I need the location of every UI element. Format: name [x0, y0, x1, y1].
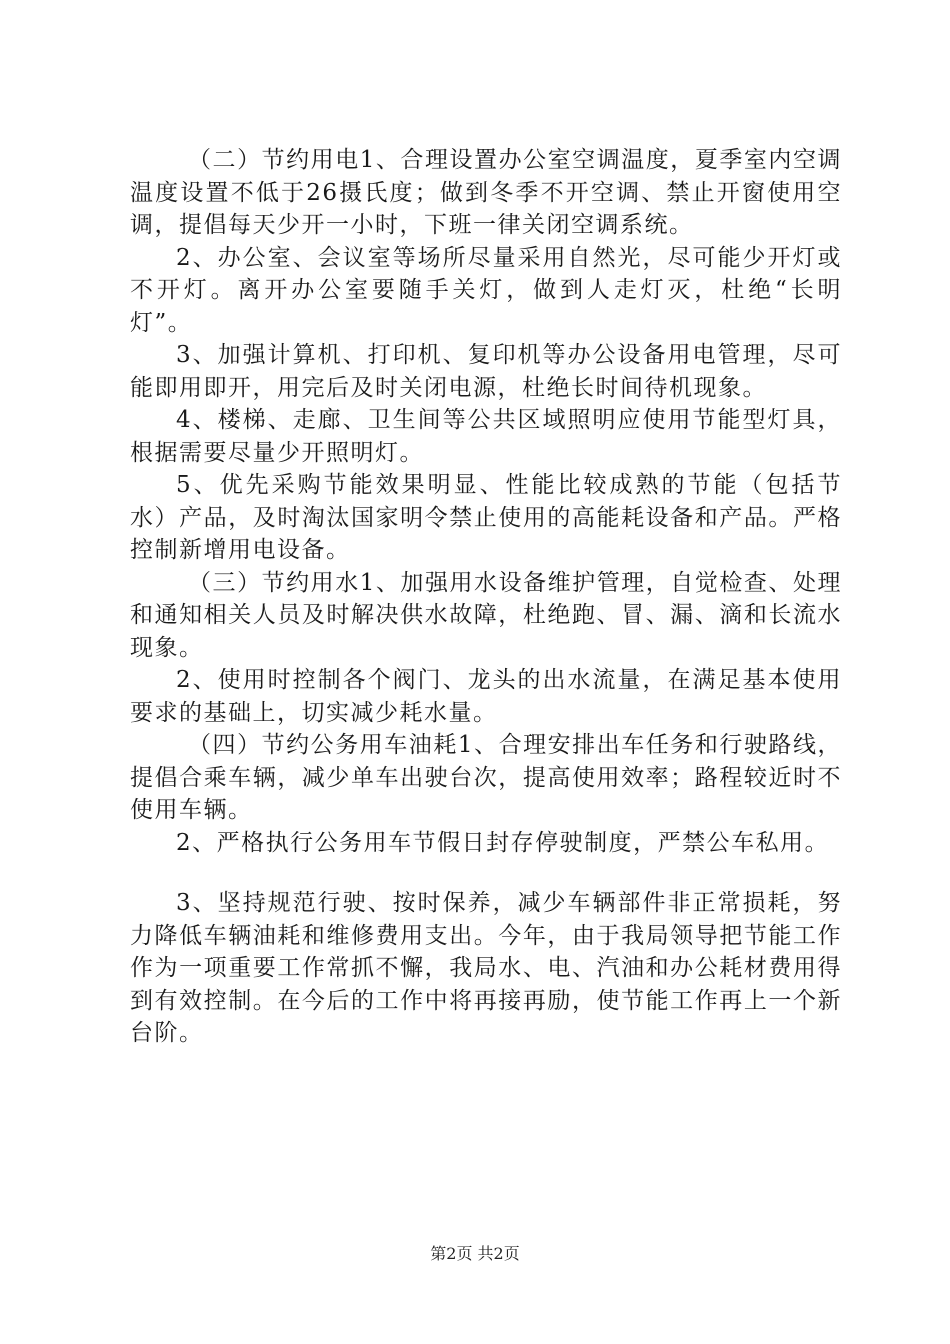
paragraph-water-flow: 2、使用时控制各个阀门、龙头的出水流量，在满足基本使用要求的基础上，切实减少耗水量。 — [130, 667, 842, 726]
paragraph-vehicle-holiday: 2、严格执行公务用车节假日封存停驶制度，严禁公车私用。 — [176, 829, 830, 856]
paragraph-section-3-water: （三）节约用水1、加强用水设备维护管理，自觉检查、处理和通知相关人员及时解决供水故障，杜绝跑、冒、漏、滴和长流水现象。 — [130, 569, 842, 661]
paragraph-section-2-electricity: （二）节约用电1、合理设置办公室空调温度，夏季室内空调温度设置不低于26摄氏度；做到冬季不开空调、禁止开窗使用空调，提倡每天少开一小时，下班一律关闭空调系统。 — [130, 147, 842, 238]
paragraph-office-equipment: 3、加强计算机、打印机、复印机等办公设备用电管理，尽可能即用即开，用完后及时关闭电源，杜绝长时间待机现象。 — [130, 342, 842, 401]
paragraph-public-lighting: 4、楼梯、走廊、卫生间等公共区域照明应使用节能型灯具，根据需要尽量少开照明灯。 — [130, 407, 842, 466]
paragraph-section-4-vehicles: （四）节约公务用车油耗1、合理安排出车任务和行驶路线，提倡合乘车辆，减少单车出驶台次，提高使用效率；路程较近时不使用车辆。 — [130, 732, 842, 823]
page-number-footer: 第2页 共2页 — [430, 1244, 520, 1263]
paragraph-procurement: 5、优先采购节能效果明显、性能比较成熟的节能（包括节水）产品，及时淘汰国家明令禁止使用的高能耗设备和产品。严格控制新增用电设备。 — [130, 472, 842, 563]
document-body — [130, 144, 842, 1050]
paragraph-conclusion: 3、坚持规范行驶、按时保养，减少车辆部件非正常损耗，努力降低车辆油耗和维修费用支出。今年，由于我局领导把节能工作作为一项重要工作常抓不懈，我局水、电、汽油和办公耗材费用得到有效控制。在今后的工作中将再接再励，使节能工作再上一个新台阶。 — [130, 890, 842, 1046]
paragraph-natural-light: 2、办公室、会议室等场所尽量采用自然光，尽可能少开灯或不开灯。离开办公室要随手关灯，做到人走灯灭，杜绝“长明灯”。 — [130, 244, 842, 336]
